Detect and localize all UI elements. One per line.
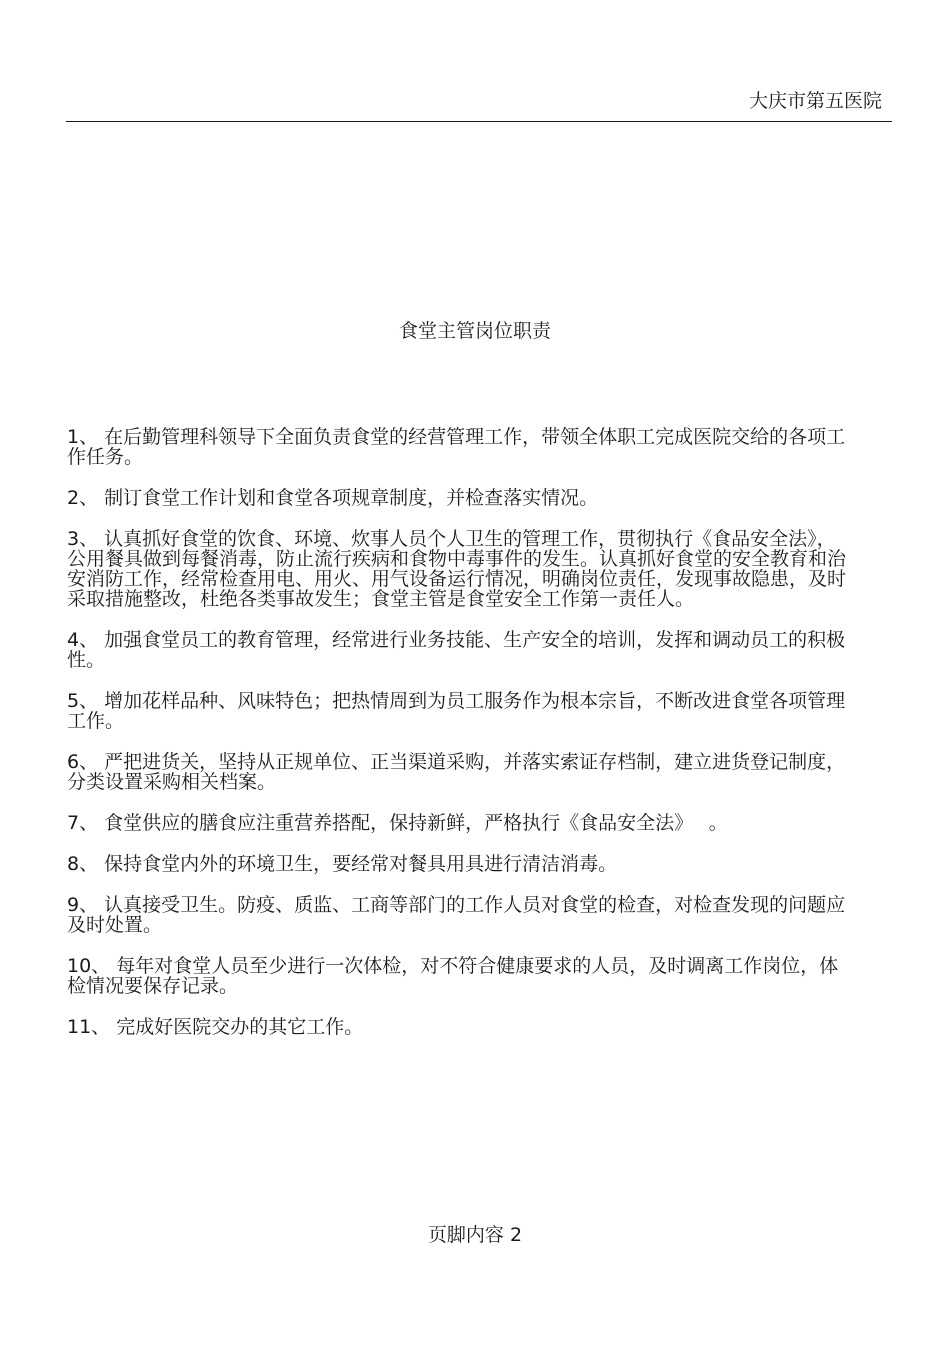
- duty-item-1: 1、 在后勤管理科领导下全面负责食堂的经营管理工作，带领全体职工完成医院交给的各项工作任务。: [67, 426, 846, 468]
- duty-item-11: 11、 完成好医院交办的其它工作。: [67, 1016, 364, 1038]
- page-footer: 页脚内容 2: [427, 1224, 523, 1246]
- duty-item-7: 7、 食堂供应的膳食应注重营养搭配，保持新鲜，严格执行《食品安全法》 。: [67, 812, 728, 834]
- duty-item-6: 6、 严把进货关，坚持从正规单位、正当渠道采购，并落实索证存档制，建立进货登记制度，分类设置采购相关档案。: [67, 751, 846, 793]
- duty-list: [67, 427, 852, 1058]
- duty-item-3: 3、 认真抓好食堂的饮食、环境、炊事人员个人卫生的管理工作，贯彻执行《食品安全法》，公用餐具做到每餐消毒，防止流行疾病和食物中毒事件的发生。认真抓好食堂的安全教育和治安消防工作，经常检查用电、用火、用气设备运行情况，明确岗位责任，发现事故隐患，及时采取措施整改，杜绝各类事故发生；食堂主管是食堂安全工作第一责任人。: [67, 528, 847, 610]
- duty-item-2: 2、 制订食堂工作计划和食堂各项规章制度，并检查落实情况。: [67, 487, 599, 509]
- duty-item-4: 4、 加强食堂员工的教育管理，经常进行业务技能、生产安全的培训，发挥和调动员工的积极性。: [67, 629, 846, 671]
- document-title: 食堂主管岗位职责: [398, 320, 551, 342]
- header-divider: [66, 121, 892, 122]
- duty-item-10: 10、 每年对食堂人员至少进行一次体检，对不符合健康要求的人员，及时调离工作岗位，体检情况要保存记录。: [67, 955, 839, 997]
- header-organization-name: 大庆市第五医院: [748, 90, 882, 112]
- duty-item-8: 8、 保持食堂内外的环境卫生，要经常对餐具用具进行清洁消毒。: [67, 853, 618, 875]
- duty-item-5: 5、 增加花样品种、风味特色；把热情周到为员工服务作为根本宗旨，不断改进食堂各项管理工作。: [67, 690, 846, 732]
- duty-item-9: 9、 认真接受卫生。防疫、质监、工商等部门的工作人员对食堂的检查，对检查发现的问题应及时处置。: [67, 894, 846, 936]
